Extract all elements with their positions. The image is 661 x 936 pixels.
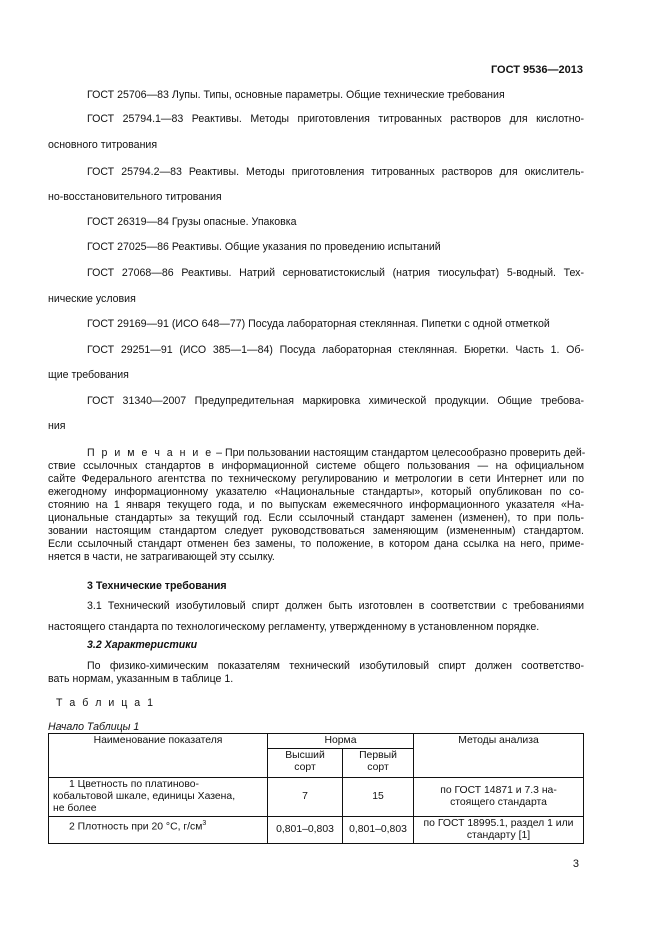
row-first-value: 15 — [343, 778, 414, 817]
row-method: по ГОСТ 18995.1, раздел 1 или стандарту [1] — [414, 817, 584, 844]
ref-gost-29251-cont: щие требования — [48, 369, 129, 381]
note-label: П р и м е ч а н и е — [87, 447, 214, 459]
ref-gost-26319: ГОСТ 26319—84 Грузы опасные. Упаковка — [87, 216, 297, 228]
note-line: ежегодному информационному указателю «Национальные стандарты», который опубликован по со- — [48, 486, 584, 498]
characteristics-table — [48, 733, 584, 844]
ref-gost-29169: ГОСТ 29169—91 (ИСО 648—77) Посуда лабораторная стеклянная. Пипетки с одной отметкой — [87, 318, 550, 330]
section-3-2-title: 3.2 Характеристики — [87, 639, 198, 651]
section-3-1-line1: 3.1 Технический изобутиловый спирт должен быть изготовлен в соответствии с требованиями — [87, 600, 584, 612]
table-caption: Начало Таблицы 1 — [48, 721, 140, 733]
row-top-value: 0,801–0,803 — [268, 817, 343, 844]
note-line: циональные стандарты» за текущий год. Если ссылочный стандарт заменен (изменен), то при поль- — [48, 512, 584, 524]
section-3-1-line2: настоящего стандарта по технологическому регламенту, утвержденному в установленном порядке. — [48, 621, 540, 633]
table-header-row — [49, 734, 584, 749]
header-norm: Норма — [268, 734, 414, 749]
ref-gost-31340-cont: ния — [48, 420, 66, 432]
table-row — [49, 817, 584, 844]
row-name: 2 Плотность при 20 °С, $г/см^3$ — [49, 817, 268, 844]
note-line: сайте Федерального агентства по техническому регулированию и метрологии в сети Интернет или по — [48, 473, 584, 485]
ref-gost-25706: ГОСТ 25706—83 Лупы. Типы, основные параметры. Общие технические требования — [87, 89, 505, 101]
ref-gost-27025: ГОСТ 27025—86 Реактивы. Общие указания по проведению испытаний — [87, 241, 441, 253]
section-3-2-line2: вать нормам, указанным в таблице 1. — [48, 673, 234, 685]
row-method: по ГОСТ 14871 и 7.3 на- стоящего стандарта — [414, 778, 584, 817]
ref-gost-25794-2: ГОСТ 25794.2—83 Реактивы. Методы приготовления титрованных растворов для окислитель- — [87, 166, 584, 178]
note-first-line — [48, 447, 584, 460]
note-first-text: – При пользовании настоящим стандартом целесообразно проверить дей- — [213, 447, 586, 459]
note-line: стоянию на 1 января текущего года, и по выпускам ежемесячного информационного указателя «На- — [48, 499, 584, 511]
row-name: 1 Цветность по платиново- кобальтовой шкале, единицы Хазена, не более — [49, 778, 268, 817]
ref-gost-27068-cont: нические условия — [48, 293, 136, 305]
header-first-grade: Первый сорт — [343, 749, 414, 778]
document-code: ГОСТ 9536—2013 — [490, 64, 583, 76]
ref-gost-29251: ГОСТ 29251—91 (ИСО 385—1—84) Посуда лабораторная стеклянная. Бюретки. Часть 1. Об- — [87, 344, 584, 356]
section-3-2-line1: По физико-химическим показателям технический изобутиловый спирт должен соответство- — [87, 660, 584, 672]
ref-gost-25794-2-cont: но-восстановительного титрования — [48, 191, 222, 203]
header-methods: Методы анализа — [414, 734, 584, 778]
header-top-grade: Высший сорт — [268, 749, 343, 778]
note-line: ствие ссылочных стандартов в информационной системе общего пользования — на официальном — [48, 460, 584, 472]
ref-gost-25794-1-cont: основного титрования — [48, 139, 158, 151]
ref-gost-27068: ГОСТ 27068—86 Реактивы. Натрий серноватистокислый (натрия тиосульфат) 5-водный. Тех- — [87, 267, 584, 279]
ref-gost-31340: ГОСТ 31340—2007 Предупредительная маркировка химической продукции. Общие требова- — [87, 395, 584, 407]
table-label: Т а б л и ц а 1 — [56, 697, 155, 709]
note-line: зовании настоящим стандартом следует руководствоваться заменяющим (измененным) стандартом. — [48, 525, 584, 537]
section-3-title: 3 Технические требования — [87, 580, 227, 592]
row-top-value: 7 — [268, 778, 343, 817]
header-name: Наименование показателя — [49, 734, 268, 778]
row-first-value: 0,801–0,803 — [343, 817, 414, 844]
note-line: Если ссылочный стандарт отменен без замены, то положение, в котором дана ссылка на него, приме- — [48, 538, 584, 550]
ref-gost-25794-1: ГОСТ 25794.1—83 Реактивы. Методы приготовления титрованных растворов для кислотно- — [87, 113, 584, 125]
table-row — [49, 778, 584, 817]
page-number: 3 — [572, 858, 579, 870]
note-line: няется в части, не затрагивающей эту ссылку. — [48, 551, 275, 563]
